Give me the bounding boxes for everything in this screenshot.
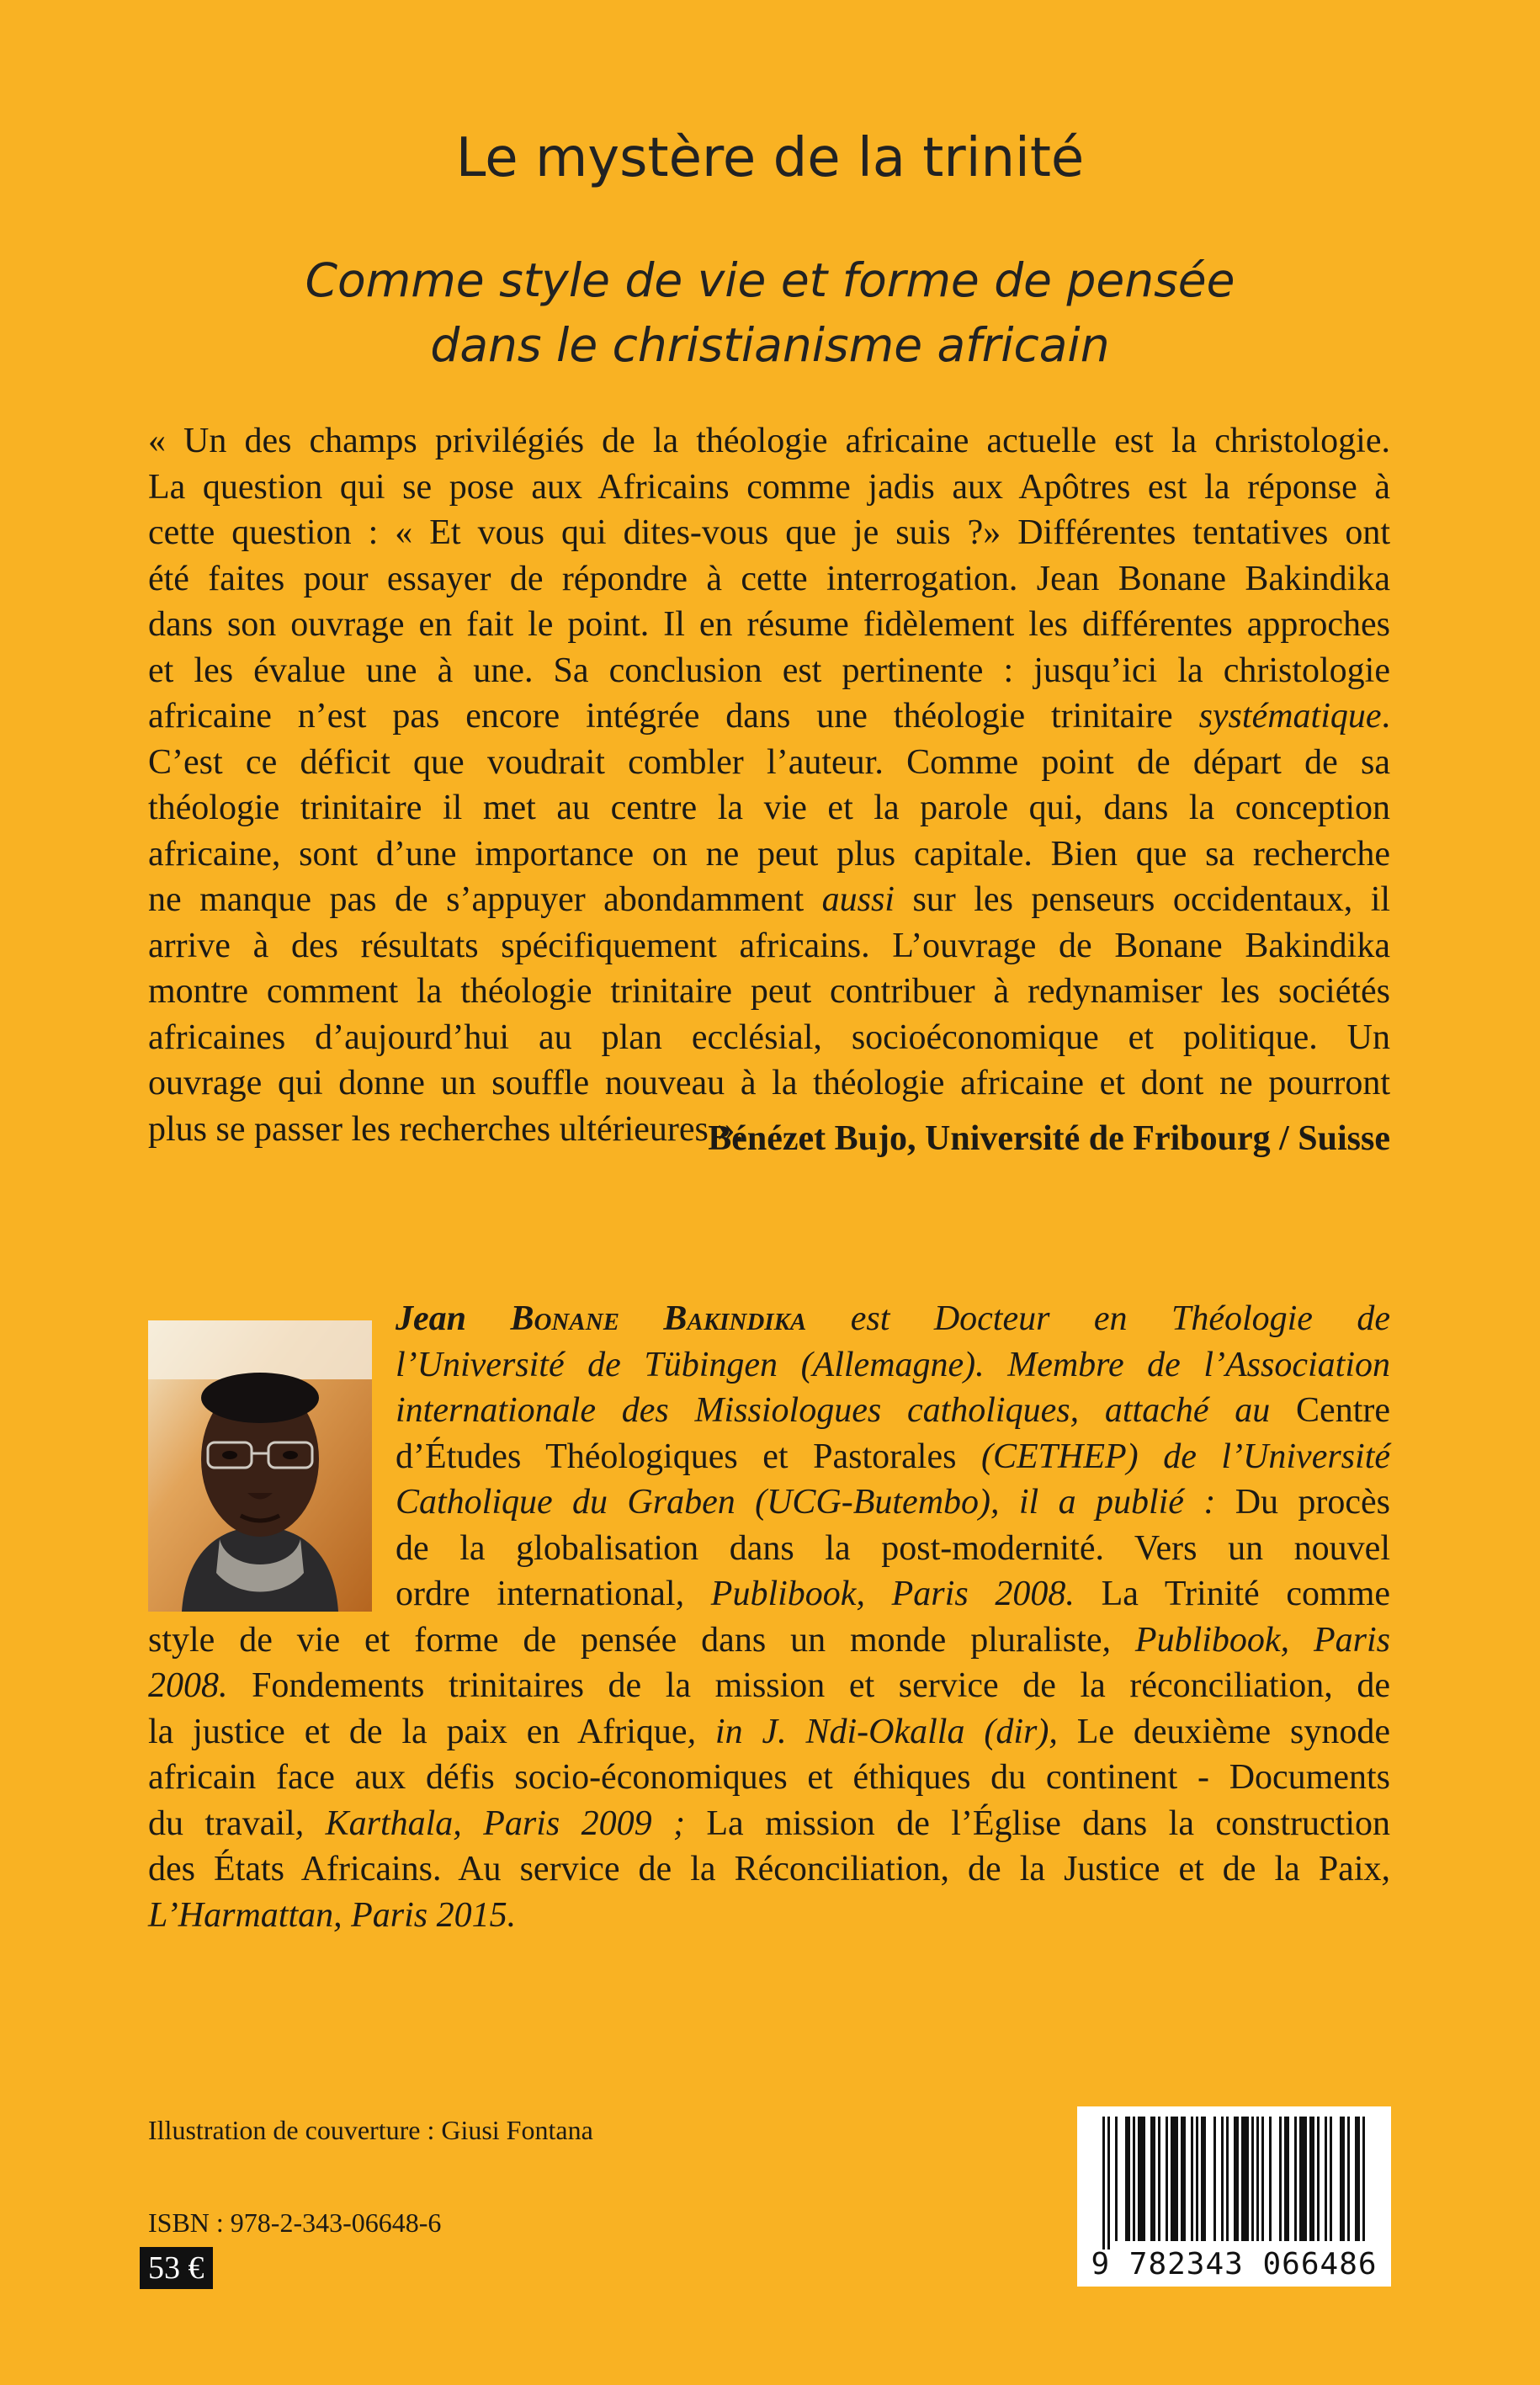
quote-line: plus se passer les recherches ultérieures ». xyxy=(148,1109,744,1149)
barcode-bar xyxy=(1251,2117,1254,2241)
bio-text: Centre xyxy=(1296,1391,1390,1430)
bio-text: Du procès xyxy=(1235,1483,1391,1522)
bio-line xyxy=(148,1571,1390,1617)
quote-line xyxy=(148,877,1390,923)
author-bio xyxy=(148,1296,1390,1938)
barcode-bar xyxy=(1221,2117,1224,2241)
bio-text: des États Africains. Au service de la Réconciliation, de la Justice et de la Paix xyxy=(148,1850,1382,1888)
barcode-digits: 9 782343 066486 xyxy=(1091,2247,1378,2281)
barcode-bar xyxy=(1171,2117,1178,2241)
barcode-bar xyxy=(1340,2117,1345,2241)
bio-text: est Docteur en Théologie de xyxy=(850,1299,1391,1338)
quote-text: africaine n’est pas encore intégrée dans une théologie trinitaire xyxy=(148,697,1173,736)
barcode-bar xyxy=(1125,2117,1130,2241)
bio-text: ordre international xyxy=(396,1575,676,1613)
barcode-bar xyxy=(1166,2117,1168,2241)
barcode-bar xyxy=(1102,2117,1105,2250)
review-quote xyxy=(148,418,1390,1152)
barcode-bar xyxy=(1284,2117,1289,2241)
quote-signature: Bénézet Bujo, Université de Fribourg / Suisse xyxy=(708,1119,1390,1158)
barcode-bar xyxy=(1261,2117,1264,2241)
bio-text: du travail xyxy=(148,1803,295,1843)
quote-line: été faites pour essayer de répondre à cette interrogation. Jean Bonane Bakindika xyxy=(148,559,1390,598)
barcode-bar xyxy=(1355,2117,1360,2241)
barcode-bar xyxy=(1256,2117,1259,2241)
barcode-bar xyxy=(1241,2117,1249,2241)
quote-line: africaines d’aujourd’hui au plan ecclésial, socioéconomique et politique. Un xyxy=(148,1017,1390,1057)
bio-text: , Karthala, Paris 2009 ; xyxy=(295,1803,685,1843)
barcode-bar xyxy=(1309,2117,1314,2241)
bio-text: , in J. Ndi-Okalla (dir), xyxy=(687,1712,1058,1751)
bio-text: Fondements trinitaires de la mission et service de la réconciliation, de xyxy=(252,1666,1390,1705)
quote-line xyxy=(148,693,1390,740)
quote-line: cette question : « Et vous qui dites-vous que je suis ?» Différentes tentatives ont xyxy=(148,513,1390,552)
bio-line xyxy=(148,1663,1390,1709)
quote-line: et les évalue une à une. Sa conclusion est pertinente : jusqu’ici la christologie xyxy=(148,651,1390,690)
quote-line: africaine, sont d’une importance on ne peut plus capitale. Bien que sa recherche xyxy=(148,834,1390,874)
barcode-bar xyxy=(1115,2117,1118,2241)
bio-text: , xyxy=(1381,1850,1390,1888)
bio-text: L’Harmattan, Paris 2015. xyxy=(148,1895,517,1935)
bio-text: , Publibook, Paris 2008. xyxy=(675,1575,1075,1613)
bio-text: (CETHEP) de l’Université xyxy=(981,1437,1390,1476)
author-last-name: Bonane Bakindika xyxy=(510,1299,807,1338)
author-name xyxy=(396,1299,806,1338)
barcode-bar xyxy=(1330,2117,1332,2241)
barcode-bar xyxy=(1196,2117,1198,2241)
barcode-bar xyxy=(1191,2117,1193,2241)
quote-line: théologie trinitaire il met au centre la vie et la parole qui, dans la conception xyxy=(148,789,1390,827)
quote-line: arrive à des résultats spécifiquement africains. L’ouvrage de Bonane Bakindika xyxy=(148,926,1390,965)
quote-line: C’est ce déficit que voudrait combler l’auteur. Comme point de départ de sa xyxy=(148,742,1390,782)
bio-line xyxy=(148,1709,1390,1756)
book-subtitle xyxy=(0,248,1540,378)
barcode xyxy=(1077,2106,1391,2287)
book-title: Le mystère de la trinité xyxy=(455,127,1085,189)
barcode-bar xyxy=(1362,2117,1365,2241)
bio-text: l’Université de Tübingen (Allemagne). Membre de l’Association xyxy=(396,1345,1390,1384)
bio-text: La mission de l’Église dans la construction xyxy=(706,1803,1391,1843)
bio-line xyxy=(148,1846,1390,1893)
barcode-bar xyxy=(1325,2117,1327,2241)
quote-line: montre comment la théologie trinitaire peut contribuer à redynamiser les sociétés xyxy=(148,972,1390,1011)
bio-line xyxy=(148,1342,1390,1389)
barcode-bar xyxy=(1138,2117,1145,2241)
barcode-bar xyxy=(1158,2117,1160,2241)
barcode-bar xyxy=(1317,2117,1320,2241)
bio-line xyxy=(148,1296,1390,1342)
barcode-bar xyxy=(1226,2117,1229,2241)
bio-line xyxy=(148,1479,1390,1526)
barcode-bar xyxy=(1181,2117,1186,2241)
bio-line xyxy=(148,1893,1390,1939)
bio-text: Catholique du Graben (UCG-Butembo), il a publié : xyxy=(396,1483,1216,1522)
bio-text: 2008. xyxy=(148,1666,228,1705)
barcode-bars xyxy=(1077,2106,1391,2250)
bio-line xyxy=(148,1388,1390,1434)
barcode-bar xyxy=(1201,2117,1206,2241)
bio-text: la justice et de la paix en Afrique xyxy=(148,1712,688,1751)
barcode-bar xyxy=(1269,2117,1272,2241)
quote-emphasis: aussi xyxy=(821,880,895,919)
bio-text: style de vie et forme de pensée dans un monde pluraliste xyxy=(148,1620,1102,1660)
quote-text: ne manque pas de s’appuyer abondamment xyxy=(148,880,805,919)
bio-text: La Trinité comme xyxy=(1101,1575,1391,1613)
bio-line: de la globalisation dans la post-modernité. Vers un nouvel xyxy=(396,1528,1390,1568)
bio-line: africain face aux défis socio-économiques et éthiques du continent - Documents xyxy=(148,1758,1390,1797)
quote-text: . xyxy=(1381,697,1391,736)
cover-illustration-credit: Illustration de couverture : Giusi Fontana xyxy=(148,2115,593,2145)
quote-line: dans son ouvrage en fait le point. Il en résume fidèlement les différentes approches xyxy=(148,605,1390,644)
bio-text: Le deuxième synode xyxy=(1076,1712,1390,1751)
barcode-bar xyxy=(1213,2117,1216,2241)
barcode-bar xyxy=(1347,2117,1350,2241)
bio-line xyxy=(148,1801,1390,1847)
subtitle-line-2: dans le christianisme africain xyxy=(430,318,1110,372)
barcode-bar xyxy=(1133,2117,1135,2241)
isbn: ISBN : 978-2-343-06648-6 xyxy=(148,2207,442,2238)
bio-line xyxy=(148,1617,1390,1664)
quote-line: « Un des champs privilégiés de la théologie africaine actuelle est la christologie. xyxy=(148,422,1390,460)
subtitle-line-1: Comme style de vie et forme de pensée xyxy=(305,253,1235,307)
barcode-bar xyxy=(1150,2117,1155,2241)
price-tag: 53 € xyxy=(140,2247,213,2289)
bio-text: d’Études Théologiques et Pastorales xyxy=(396,1437,957,1476)
barcode-bar xyxy=(1299,2117,1307,2241)
barcode-bar xyxy=(1279,2117,1282,2241)
quote-emphasis: systématique xyxy=(1198,697,1382,736)
author-first-name: Jean xyxy=(396,1299,466,1338)
quote-line: La question qui se pose aux Africains comme jadis aux Apôtres est la réponse à xyxy=(148,467,1390,507)
bio-text: internationale des Missiologues catholiques, attaché au xyxy=(396,1391,1271,1430)
bio-text: , Publibook, Paris xyxy=(1102,1620,1390,1660)
quote-line: ouvrage qui donne un souffle nouveau à la théologie africaine et dont ne pourront xyxy=(148,1064,1390,1102)
quote-text: sur les penseurs occidentaux, il xyxy=(912,880,1391,919)
barcode-bar xyxy=(1107,2117,1110,2250)
bio-line xyxy=(148,1434,1390,1480)
barcode-bar xyxy=(1234,2117,1239,2241)
barcode-bar xyxy=(1294,2117,1297,2241)
